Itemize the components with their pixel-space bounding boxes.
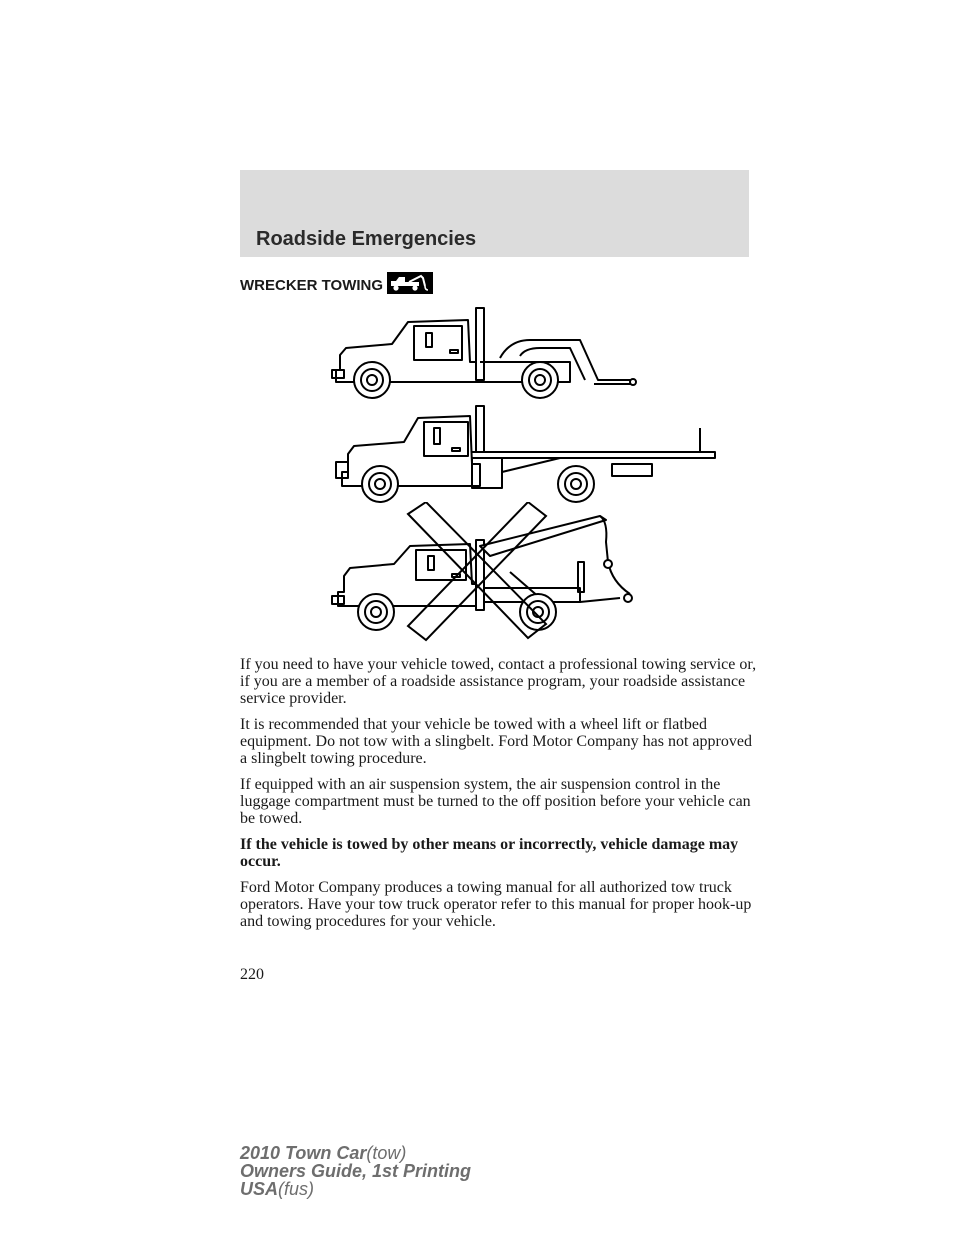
paragraph-air-suspension: If equipped with an air suspension system, the air suspension control in the luggage compartment must be turned to the off position before your vehicle can be towed. [240,776,751,827]
paragraph-wheel-lift-recommendation: It is recommended that your vehicle be towed with a wheel lift or flatbed equipment. Do not tow with a slingbelt. Ford Motor Company has not approved a slingbelt towing procedure. [240,716,752,767]
footer-code: (tow) [366,1143,407,1163]
section-heading [240,272,433,298]
body-text [240,656,760,939]
slingbelt-truck-illustration [330,502,720,642]
paragraph-towing-manual: Ford Motor Company produces a towing manual for all authorized tow truck operators. Have your tow truck operator refer to this manual for proper hook-up and towing procedures for your vehicle. [240,879,752,930]
footer-printing: Owners Guide, 1st Printing [240,1161,472,1181]
footer-market-code: (fus) [278,1179,315,1199]
wheel-lift-truck-illustration [330,300,720,405]
paragraph-damage-warning: If the vehicle is towed by other means or incorrectly, vehicle damage may occur. [240,836,739,870]
footer-market: USA [240,1179,279,1199]
tow-truck-icon [387,272,433,298]
page-header-title: Roadside Emergencies [256,228,477,250]
section-title: WRECKER TOWING [240,276,384,294]
page-number: 220 [240,966,264,983]
header-band [240,170,749,257]
footer-model: 2010 Town Car [240,1143,367,1163]
footer [240,1144,471,1198]
flatbed-truck-illustration [330,402,720,507]
paragraph-towing-service: If you need to have your vehicle towed, contact a professional towing service or, if you are a member of a roadside assistance program, your roadside assistance service provider. [240,656,757,707]
